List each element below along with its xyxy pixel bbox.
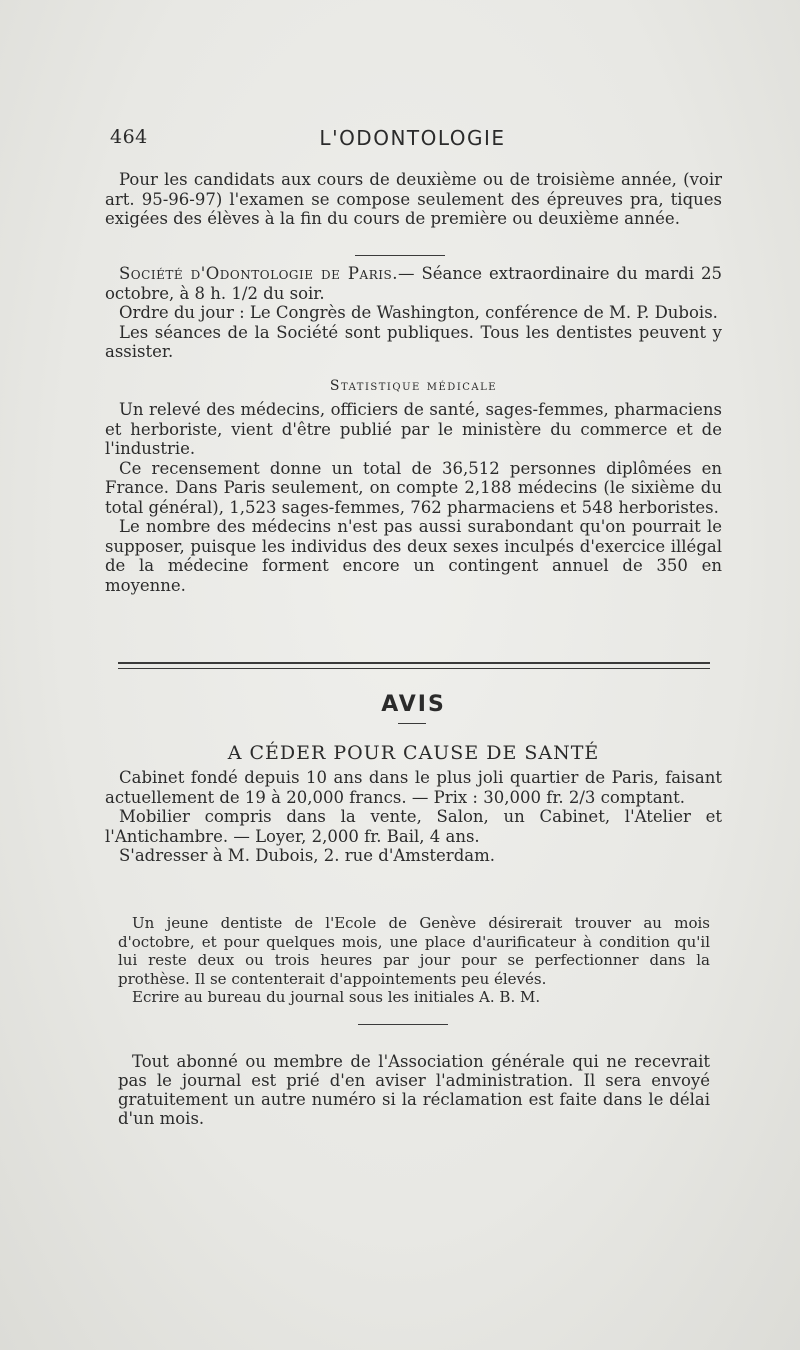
avis-subtitle: A CÉDER POUR CAUSE DE SANTÉ [227, 742, 600, 764]
paragraph: Ecrire au bureau du journal sous les initiales A. B. M. [132, 988, 541, 1006]
double-rule-bottom [118, 668, 710, 669]
society-name: Société d'Odontologie de Paris. [119, 264, 398, 283]
short-rule [398, 723, 426, 724]
page-header [110, 126, 715, 156]
separator-rule [358, 1024, 448, 1025]
paragraph: Pour les candidats aux cours de deuxième ou de troisième année, (voir art. 95-96-97) l'examen se compose seulement des épreuves pra, tiques exigées des élèves à la fin du cours de première ou deuxième année. [105, 170, 722, 228]
running-title: L'ODONTOLOGIE [319, 126, 506, 150]
paragraph: Tout abonné ou membre de l'Association générale qui ne recevrait pas le journal est prié d'en aviser l'administration. Il sera envoyé gratuitement un autre numéro si la réclamation est faite dans le délai d'un mois. [118, 1052, 710, 1128]
section-exam-rules [105, 170, 722, 229]
double-rule-top [118, 662, 710, 664]
paragraph: Un jeune dentiste de l'Ecole de Genève désirerait trouver au mois d'octobre, et pour quelques mois, une place d'aurificateur à condition qu'il lui reste deux ou trois heures par jour pour se perfectionner dans la prothèse. Il se contenterait d'appointements peu élevés. [118, 914, 710, 988]
paragraph: Un relevé des médecins, officiers de santé, sages-femmes, pharmaciens et herboriste, vient d'être publié par le ministère du commerce et de l'industrie. [105, 400, 722, 458]
meeting-announcement: — Séance extraordinaire du mardi 25 octobre, à 8 h. 1/2 du soir. [105, 264, 723, 303]
page-number: 464 [110, 126, 148, 148]
paragraph: Les séances de la Société sont publiques. Tous les dentistes peuvent y assister. [105, 322, 722, 361]
paragraph: Le nombre des médecins n'est pas aussi surabondant qu'on pourrait le supposer, puisque les individus des deux sexes inculpés d'exercice illégal de la médecine forment encore un contingent annuel de 350 en moyenne. [105, 517, 722, 595]
section-heading: Statistique médicale [329, 378, 498, 394]
paragraph: Mobilier compris dans la vente, Salon, un Cabinet, l'Atelier et l'Antichambre. — Loyer, 2,000 fr. Bail, 4 ans. [105, 807, 722, 846]
section-avis [105, 768, 722, 866]
paragraph: Ordre du jour : Le Congrès de Washington, conférence de M. P. Dubois. [119, 303, 718, 322]
paragraph: S'adresser à M. Dubois, 2. rue d'Amsterdam. [119, 846, 495, 865]
section-society-meeting [105, 264, 722, 362]
paragraph: Cabinet fondé depuis 10 ans dans le plus joli quartier de Paris, faisant actuellement de 19 à 20,000 francs. — Prix : 30,000 fr. 2/3 comptant. [105, 768, 722, 807]
avis-title: AVIS [381, 692, 446, 717]
section-statistics [105, 400, 722, 595]
section-subscriber-notice [118, 1052, 710, 1128]
separator-rule [355, 255, 445, 256]
section-job-notice [118, 914, 710, 1007]
paragraph: Ce recensement donne un total de 36,512 personnes diplômées en France. Dans Paris seulement, on compte 2,188 médecins (le sixième du total général), 1,523 sages-femmes, 762 pharmaciens et 548 herboristes. [105, 458, 722, 517]
